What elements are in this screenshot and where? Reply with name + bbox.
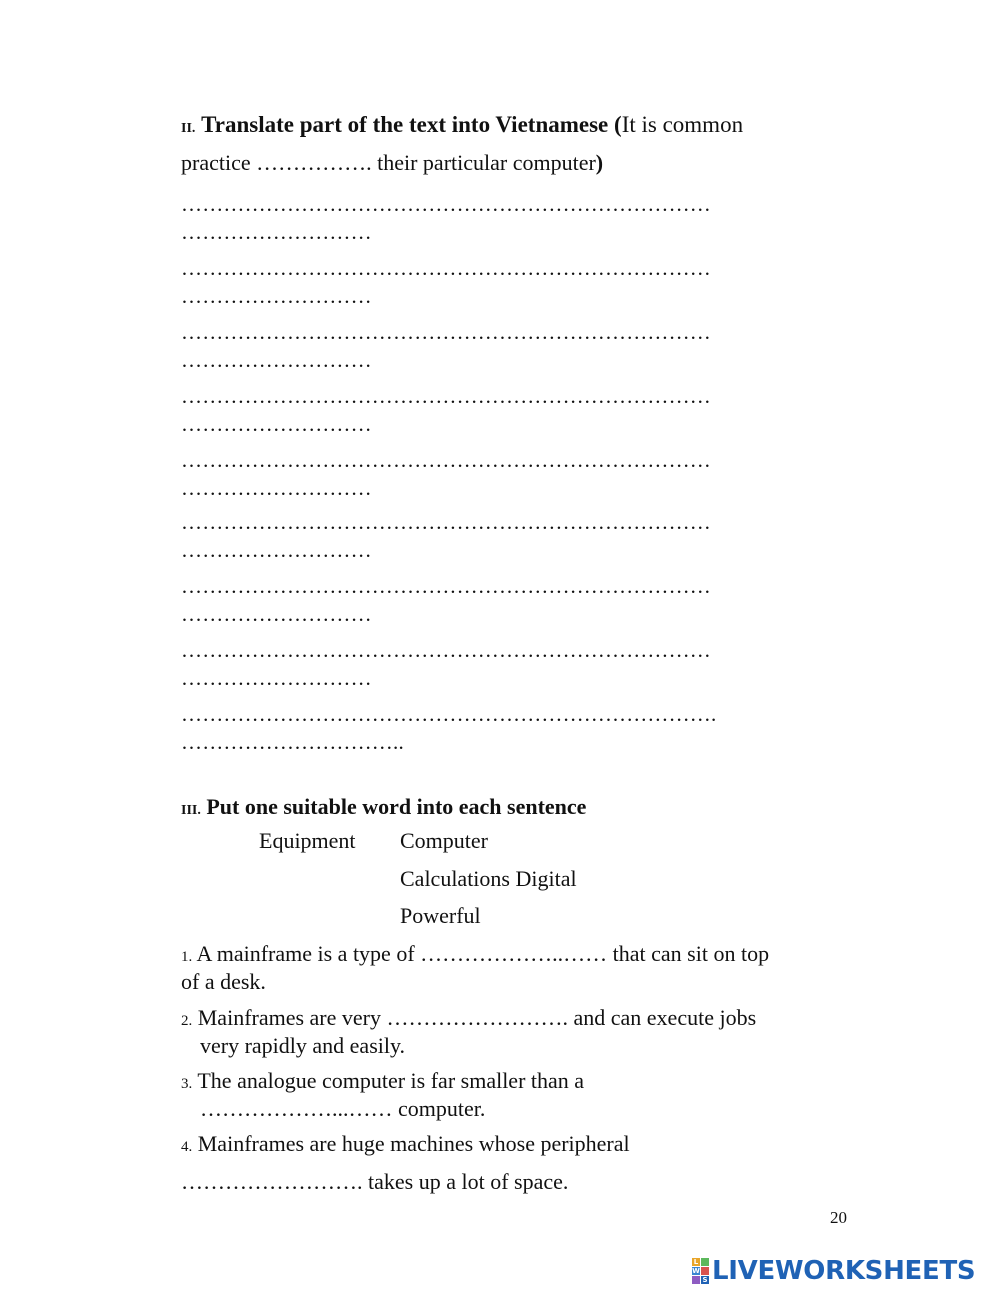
question-number: 1.	[181, 949, 193, 965]
section-2-quote-start: It is common	[621, 112, 744, 137]
answer-line[interactable]: ………………………	[181, 348, 372, 372]
question-3-continued[interactable]: ………………...…… computer.	[200, 1096, 486, 1121]
answer-line[interactable]: …………………………………………………………………	[181, 256, 711, 280]
logo-block: W	[692, 1267, 700, 1275]
section-3-title: Put one suitable word into each sentence	[206, 794, 587, 819]
answer-line[interactable]: …………………………………………………………………	[181, 510, 711, 534]
question-3	[181, 1068, 584, 1094]
answer-line[interactable]: …………………………………………………………………	[181, 448, 711, 472]
question-4	[181, 1131, 630, 1157]
question-1-continued: of a desk.	[181, 969, 266, 994]
question-number: 4.	[181, 1139, 193, 1155]
question-text: Mainframes are huge machines whose peripheral	[197, 1131, 630, 1156]
logo-block	[692, 1276, 700, 1284]
question-2-continued: very rapidly and easily.	[200, 1033, 406, 1058]
logo-block: S	[702, 1276, 708, 1284]
answer-line[interactable]: ………………………	[181, 476, 372, 500]
answer-line[interactable]: …………………………………………………………………	[181, 638, 711, 662]
answer-line[interactable]: …………………………..	[181, 730, 404, 754]
answer-line[interactable]: ………………………	[181, 220, 372, 244]
section-2-line2-text: practice ……………. their particular computer	[181, 150, 596, 175]
section-2-heading-line2	[181, 150, 603, 176]
liveworksheets-logo[interactable]	[692, 1256, 975, 1286]
liveworksheets-logo-icon	[692, 1258, 709, 1284]
answer-line[interactable]: ………………………	[181, 666, 372, 690]
word-computer: Computer	[400, 828, 488, 853]
section-2-roman: II.	[181, 121, 196, 136]
question-text: The analogue computer is far smaller than a	[197, 1068, 585, 1093]
logo-block	[701, 1267, 709, 1275]
question-number: 2.	[181, 1013, 193, 1029]
section-2-heading	[181, 112, 743, 138]
answer-line[interactable]: ………………………	[181, 412, 372, 436]
question-text[interactable]: Mainframes are very ……………………. and can execute jobs	[197, 1005, 757, 1030]
liveworksheets-logo-text: LIVEWORKSHEETS	[712, 1256, 976, 1286]
section-2-close-paren: )	[595, 150, 604, 175]
question-2	[181, 1005, 756, 1031]
answer-line[interactable]: ………………………	[181, 602, 372, 626]
page-number: 20	[830, 1208, 847, 1227]
question-number: 3.	[181, 1076, 193, 1092]
section-2-open-paren: (	[608, 112, 622, 137]
section-2-title: Translate part of the text into Vietnamese	[201, 112, 609, 137]
answer-line[interactable]: ………………………	[181, 538, 372, 562]
answer-line[interactable]: …………………………………………………………………	[181, 192, 711, 216]
logo-block	[701, 1258, 709, 1266]
logo-block: L	[693, 1258, 699, 1266]
word-equipment: Equipment	[259, 828, 356, 853]
answer-line[interactable]: ………………………………………………………………….	[181, 702, 717, 726]
question-4-continued[interactable]: ……………………. takes up a lot of space.	[181, 1169, 569, 1194]
word-calculations-digital: Calculations Digital	[400, 866, 577, 891]
answer-line[interactable]: …………………………………………………………………	[181, 574, 711, 598]
word-powerful: Powerful	[400, 903, 481, 928]
answer-line[interactable]: …………………………………………………………………	[181, 320, 711, 344]
section-3-heading	[181, 794, 586, 820]
section-3-roman: III.	[181, 803, 201, 818]
question-text[interactable]: A mainframe is a type of ………………..…… that can sit on top	[196, 941, 770, 966]
answer-line[interactable]: ………………………	[181, 284, 372, 308]
question-1	[181, 941, 769, 967]
answer-line[interactable]: …………………………………………………………………	[181, 384, 711, 408]
